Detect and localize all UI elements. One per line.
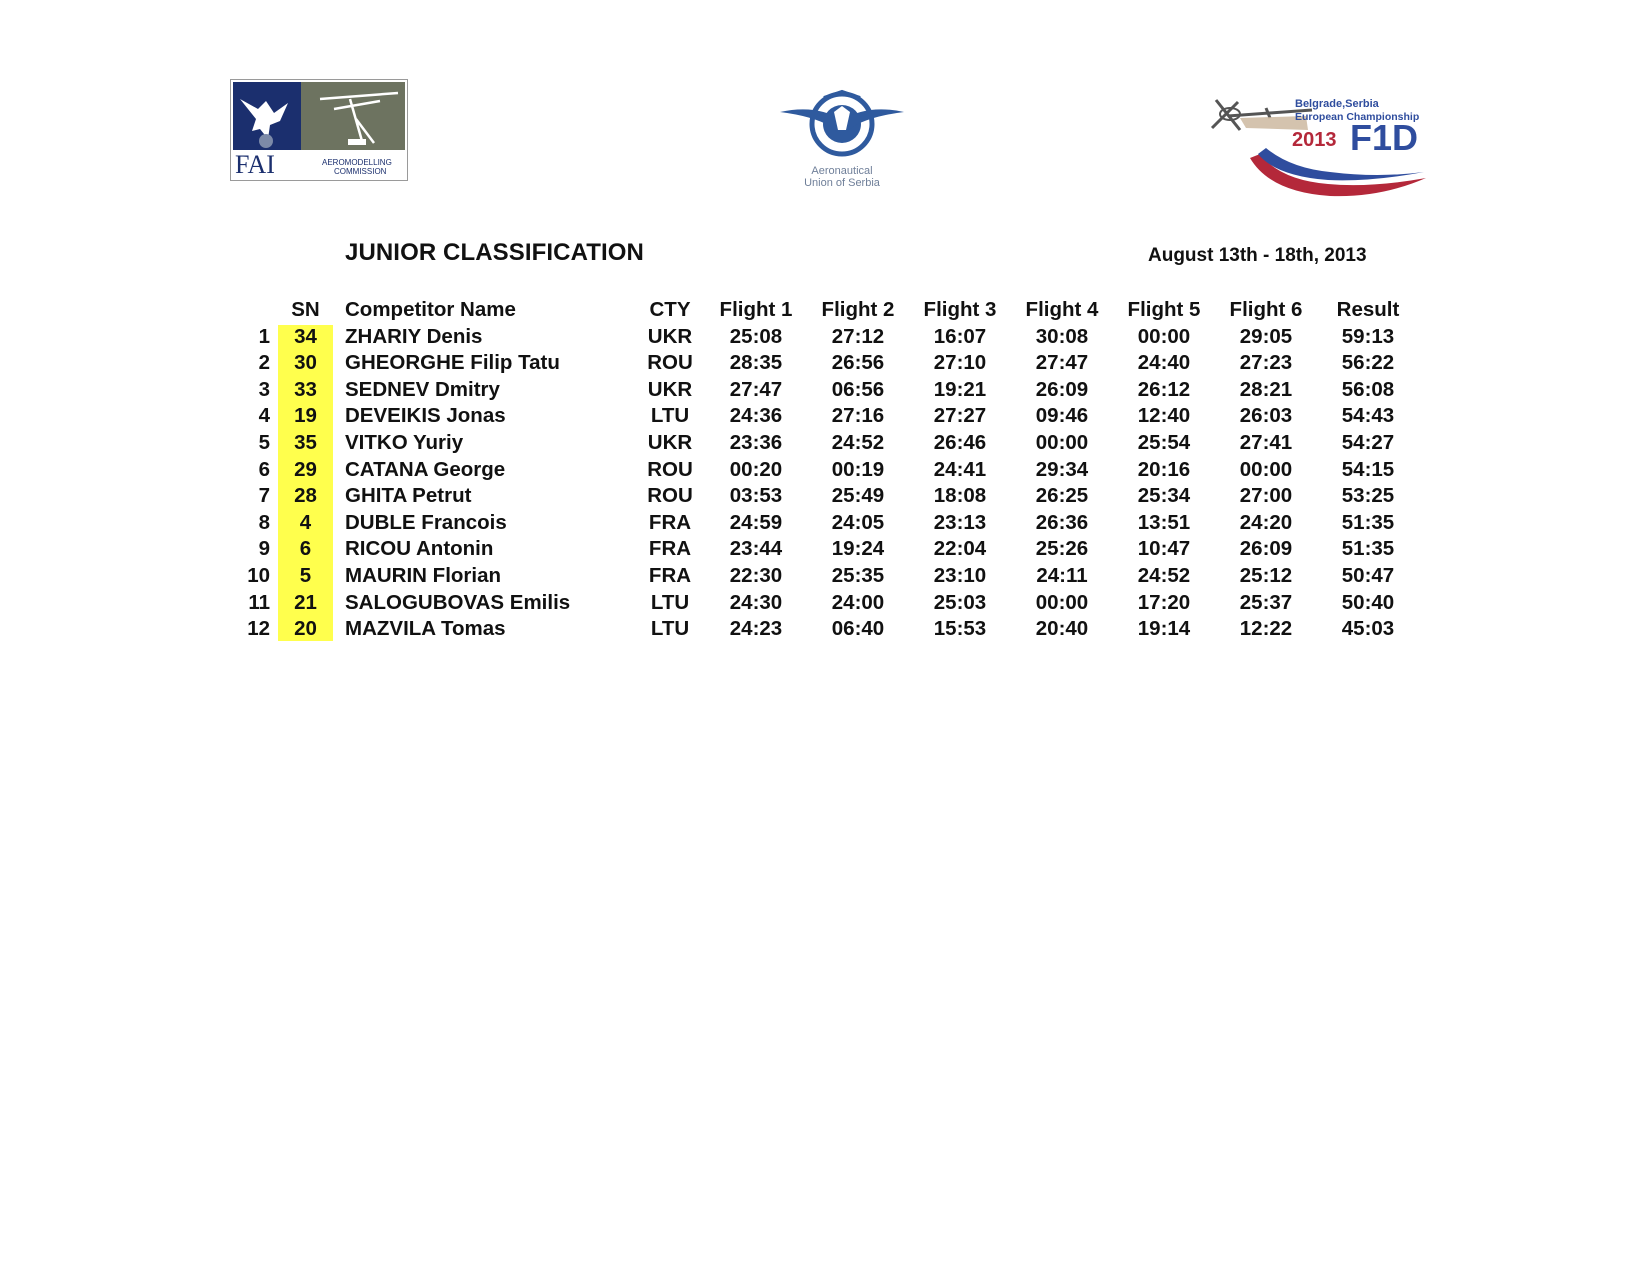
flight-1-cell: 24:23 (729, 617, 783, 641)
flight-4-cell: 29:34 (1035, 457, 1089, 481)
sn-cell: 6 (299, 537, 312, 561)
cty-cell: UKR (647, 324, 693, 348)
flight-4-cell: 27:47 (1035, 351, 1089, 375)
sn-cell: 21 (294, 590, 317, 614)
flight-2-cell: 27:16 (831, 404, 885, 428)
cty-cell: LTU (650, 590, 690, 614)
flight-3-cell: 26:46 (933, 430, 987, 454)
flight-3-cell: 22:04 (933, 537, 987, 561)
aus-logo-line-1: Aeronautical (811, 165, 873, 177)
flight-3-cell: 27:10 (933, 351, 987, 375)
flight-1-cell: 25:08 (729, 324, 783, 348)
flight-1-cell: 23:36 (729, 430, 783, 454)
flight-4-cell: 20:40 (1035, 617, 1089, 641)
flight-2-cell: 00:19 (831, 457, 885, 481)
sn-cell: 30 (294, 351, 317, 375)
flight-3-cell: 18:08 (933, 484, 987, 508)
header-flight-3: Flight 3 (923, 298, 997, 321)
flight-1-cell: 24:36 (729, 404, 783, 428)
rank-cell: 12 (247, 617, 270, 641)
table-row (238, 457, 1419, 484)
table-header-row (238, 297, 1419, 324)
result-cell: 54:15 (1341, 457, 1395, 481)
table-row (238, 324, 1419, 351)
header-competitor-name: Competitor Name (345, 298, 516, 321)
flight-4-cell: 24:11 (1036, 563, 1088, 587)
flight-6-cell: 28:21 (1239, 377, 1293, 401)
table-row (238, 563, 1419, 590)
cty-cell: ROU (647, 484, 693, 508)
result-cell: 54:27 (1341, 430, 1395, 454)
cty-cell: ROU (647, 351, 693, 375)
flight-4-cell: 09:46 (1035, 404, 1089, 428)
flight-4-cell: 25:26 (1035, 537, 1089, 561)
flight-6-cell: 27:00 (1239, 484, 1293, 508)
aus-logo (776, 86, 908, 192)
header-flight-6: Flight 6 (1229, 298, 1303, 321)
competitor-name-cell: VITKO Yuriy (345, 430, 464, 454)
competitor-name-cell: ZHARIY Denis (345, 324, 483, 348)
sn-cell: 33 (294, 377, 317, 401)
result-cell: 51:35 (1341, 537, 1395, 561)
rank-cell: 7 (258, 484, 270, 508)
flight-1-cell: 22:30 (729, 563, 783, 587)
rank-cell: 10 (247, 563, 270, 587)
cty-cell: UKR (647, 377, 693, 401)
cty-cell: LTU (650, 404, 690, 428)
flight-2-cell: 25:49 (831, 484, 885, 508)
competitor-name-cell: SEDNEV Dmitry (345, 377, 500, 401)
event-logo-location: Belgrade,Serbia (1295, 98, 1379, 110)
result-cell: 56:22 (1341, 351, 1395, 375)
cty-cell: ROU (647, 457, 693, 481)
flight-4-cell: 30:08 (1035, 324, 1089, 348)
flight-5-cell: 17:20 (1137, 590, 1191, 614)
fai-logo-subtitle-2: COMMISSION (334, 167, 387, 176)
flight-5-cell: 12:40 (1137, 404, 1191, 428)
flight-5-cell: 26:12 (1137, 377, 1191, 401)
header-flight-2: Flight 2 (821, 298, 895, 321)
header-flight-4: Flight 4 (1025, 298, 1099, 321)
flight-2-cell: 24:52 (831, 430, 885, 454)
sn-cell: 20 (294, 617, 317, 641)
table-row (238, 590, 1419, 617)
flight-4-cell: 00:00 (1035, 430, 1089, 454)
flight-2-cell: 06:40 (831, 617, 885, 641)
cty-cell: UKR (647, 430, 693, 454)
table-row (238, 483, 1419, 510)
rank-cell: 2 (258, 351, 270, 375)
flight-4-cell: 26:36 (1035, 510, 1089, 534)
rank-cell: 4 (258, 404, 270, 428)
table-row (238, 616, 1419, 643)
flight-1-cell: 24:59 (729, 510, 783, 534)
flight-5-cell: 20:16 (1137, 457, 1191, 481)
header-flight-5: Flight 5 (1127, 298, 1201, 321)
header-flight-1: Flight 1 (719, 298, 793, 321)
flight-5-cell: 13:51 (1137, 510, 1191, 534)
flight-5-cell: 25:54 (1137, 430, 1191, 454)
rank-cell: 8 (258, 510, 270, 534)
rank-cell: 6 (258, 457, 270, 481)
rank-cell: 11 (248, 590, 270, 614)
cty-cell: FRA (648, 510, 692, 534)
competitor-name-cell: RICOU Antonin (345, 537, 494, 561)
flight-3-cell: 19:21 (933, 377, 987, 401)
flight-5-cell: 24:52 (1137, 563, 1191, 587)
table-row (238, 430, 1419, 457)
sn-cell: 19 (294, 404, 317, 428)
flight-3-cell: 24:41 (933, 457, 987, 481)
flight-2-cell: 24:00 (831, 590, 885, 614)
rank-cell: 1 (258, 324, 270, 348)
flight-5-cell: 25:34 (1137, 484, 1191, 508)
table-row (238, 377, 1419, 404)
result-cell: 53:25 (1341, 484, 1395, 508)
flight-1-cell: 23:44 (729, 537, 783, 561)
event-logo-class: F1D (1350, 117, 1419, 158)
flight-1-cell: 27:47 (729, 377, 783, 401)
flight-2-cell: 25:35 (831, 563, 885, 587)
event-date: August 13th - 18th, 2013 (1148, 245, 1367, 266)
rank-cell: 5 (258, 430, 270, 454)
competitor-name-cell: MAURIN Florian (345, 563, 502, 587)
cty-cell: FRA (648, 537, 692, 561)
rank-cell: 3 (258, 377, 270, 401)
flight-1-cell: 24:30 (729, 590, 783, 614)
flight-2-cell: 06:56 (831, 377, 885, 401)
flight-1-cell: 03:53 (729, 484, 783, 508)
cty-cell: LTU (650, 617, 690, 641)
flight-5-cell: 24:40 (1137, 351, 1191, 375)
flight-3-cell: 16:07 (933, 324, 987, 348)
competitor-name-cell: MAZVILA Tomas (345, 617, 506, 641)
cty-cell: FRA (648, 563, 692, 587)
flight-6-cell: 27:23 (1239, 351, 1293, 375)
result-cell: 50:47 (1341, 563, 1395, 587)
f1d-event-logo (1210, 88, 1438, 200)
flight-5-cell: 00:00 (1137, 324, 1191, 348)
flight-5-cell: 10:47 (1137, 537, 1191, 561)
flight-6-cell: 25:37 (1239, 590, 1293, 614)
table-row (238, 350, 1419, 377)
result-cell: 51:35 (1341, 510, 1395, 534)
result-cell: 50:40 (1341, 590, 1395, 614)
table-row (238, 403, 1419, 430)
flight-3-cell: 23:10 (933, 563, 987, 587)
flight-2-cell: 26:56 (831, 351, 885, 375)
flight-5-cell: 19:14 (1137, 617, 1191, 641)
flight-4-cell: 26:09 (1035, 377, 1089, 401)
flight-2-cell: 19:24 (831, 537, 885, 561)
flight-3-cell: 23:13 (933, 510, 987, 534)
flight-4-cell: 00:00 (1035, 590, 1089, 614)
flight-6-cell: 27:41 (1239, 430, 1293, 454)
fai-logo-text: FAI (235, 150, 275, 179)
competitor-name-cell: SALOGUBOVAS Emilis (345, 590, 571, 614)
header-cty: CTY (649, 298, 691, 321)
result-cell: 56:08 (1341, 377, 1395, 401)
flight-1-cell: 28:35 (729, 351, 783, 375)
flight-6-cell: 24:20 (1239, 510, 1293, 534)
flight-3-cell: 25:03 (933, 590, 987, 614)
flight-6-cell: 00:00 (1239, 457, 1293, 481)
competitor-name-cell: DEVEIKIS Jonas (345, 404, 506, 428)
flight-4-cell: 26:25 (1035, 484, 1089, 508)
flight-6-cell: 26:09 (1239, 537, 1293, 561)
fai-logo-subtitle-1: AEROMODELLING (322, 158, 392, 167)
flight-6-cell: 26:03 (1239, 404, 1293, 428)
result-cell: 59:13 (1341, 324, 1395, 348)
flight-6-cell: 29:05 (1239, 324, 1293, 348)
fai-logo (230, 79, 408, 181)
flight-1-cell: 00:20 (729, 457, 783, 481)
sn-cell: 28 (294, 484, 317, 508)
rank-cell: 9 (258, 537, 270, 561)
flight-6-cell: 12:22 (1239, 617, 1293, 641)
table-row (238, 536, 1419, 563)
sn-cell: 29 (294, 457, 317, 481)
flight-2-cell: 24:05 (831, 510, 885, 534)
sn-cell: 4 (299, 510, 312, 534)
competitor-name-cell: DUBLE Francois (345, 510, 507, 534)
event-logo-championship: European Championship (1295, 111, 1420, 123)
result-cell: 45:03 (1341, 617, 1395, 641)
page-title: JUNIOR CLASSIFICATION (345, 239, 644, 266)
results-body (238, 324, 1419, 643)
header-result: Result (1336, 298, 1400, 321)
table-row (238, 510, 1419, 537)
competitor-name-cell: CATANA George (345, 457, 506, 481)
flight-3-cell: 15:53 (933, 617, 987, 641)
flight-3-cell: 27:27 (933, 404, 987, 428)
header-rank (238, 297, 278, 324)
result-cell: 54:43 (1341, 404, 1395, 428)
sn-cell: 34 (294, 324, 317, 348)
flight-6-cell: 25:12 (1239, 563, 1293, 587)
header-sn: SN (291, 298, 320, 321)
event-logo-year: 2013 (1292, 129, 1337, 151)
aus-logo-line-2: Union of Serbia (804, 177, 880, 189)
sn-cell: 35 (294, 430, 317, 454)
results-table (238, 297, 1419, 643)
flight-2-cell: 27:12 (831, 324, 885, 348)
sn-cell: 5 (299, 563, 312, 587)
competitor-name-cell: GHEORGHE Filip Tatu (345, 351, 560, 375)
competitor-name-cell: GHITA Petrut (345, 484, 472, 508)
